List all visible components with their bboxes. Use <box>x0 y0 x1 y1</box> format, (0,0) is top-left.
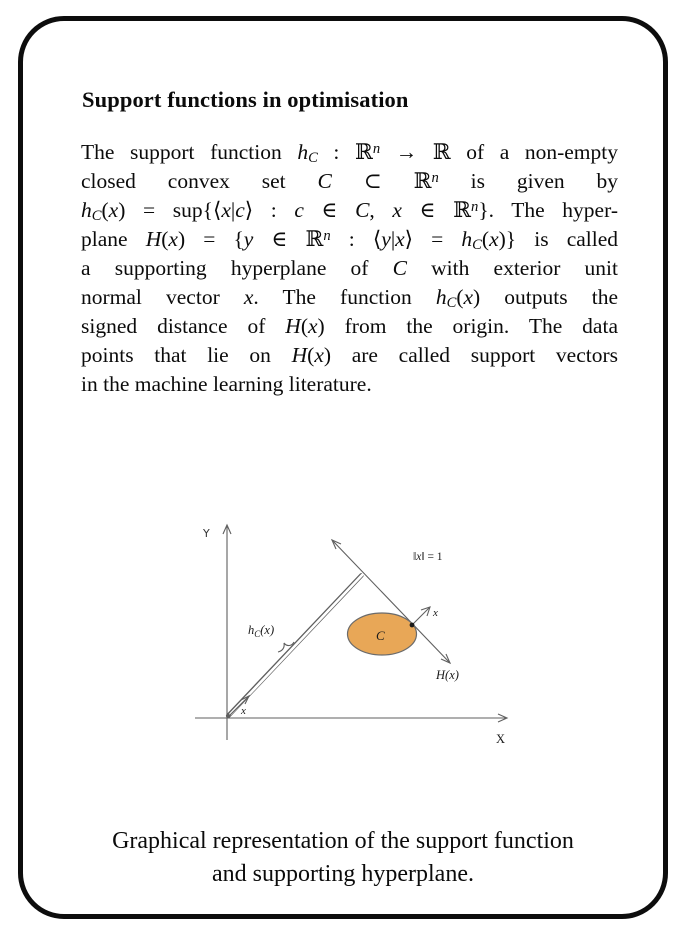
support-distance-line-inner <box>231 574 364 714</box>
card-title: Support functions in optimisation <box>82 87 409 112</box>
caption-line-1: Graphical representation of the support function <box>112 828 574 854</box>
convex-set-label: C <box>376 628 385 643</box>
support-function-diagram <box>175 505 525 775</box>
y-axis-label: Y <box>203 527 210 540</box>
paragraph-line: signed distance of H(x) from the origin. The data <box>81 314 618 338</box>
hyperplane-label: H(x) <box>436 668 459 682</box>
paragraph-line: in the machine learning literature. <box>81 372 372 396</box>
body-paragraph <box>81 138 618 399</box>
normal-x-label: x <box>433 607 438 619</box>
card <box>18 16 668 919</box>
paragraph-line: closed convex set C ⊂ ℝ$^n$ is given by <box>81 169 618 193</box>
paragraph-line: plane H(x) = {y ∈ ℝ$^n$ : ⟨y|x⟩ = hC(x)} is called <box>81 227 619 254</box>
paragraph-line: The support function hC : ℝ$^n$ → ℝ of a non-empty <box>81 140 619 167</box>
caption-line-2: and supporting hyperplane. <box>212 861 474 887</box>
x-axis-label: X <box>496 732 506 746</box>
figure-caption <box>23 825 663 891</box>
paragraph-line: normal vector x. The function hC(x) outputs the <box>81 285 618 312</box>
origin-x-label: x <box>241 705 246 717</box>
paragraph-line: hC(x) = sup{⟨x|c⟩ : c ∈ C, x ∈ ℝ$^n$}. The hyper- <box>81 198 618 225</box>
paragraph-line: a supporting hyperplane of C with exterior unit <box>81 256 618 280</box>
unit-norm-label: ‖x‖ = 1 <box>413 551 443 563</box>
support-point-dot <box>410 623 415 628</box>
support-function-label: $h_C(x)$ <box>248 623 275 639</box>
paragraph-line: points that lie on H(x) are called support vectors <box>81 343 618 367</box>
